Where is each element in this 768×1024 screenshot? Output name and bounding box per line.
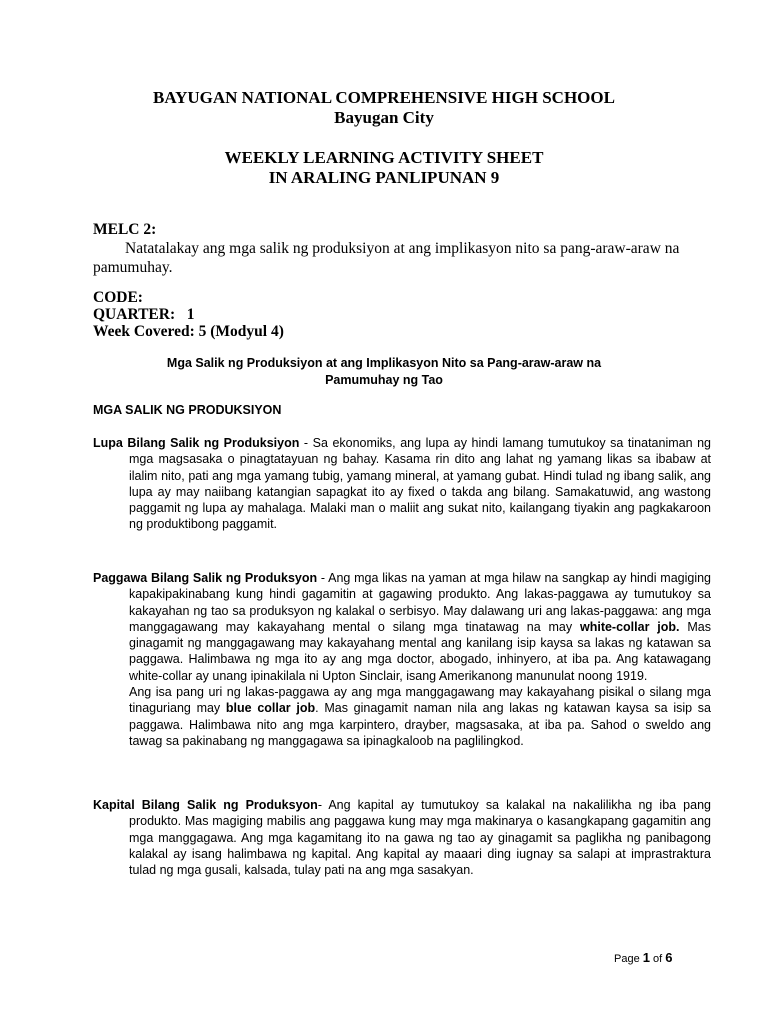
text-paggawa-b: Mas ginagamit ng manggagawang may kakayahang mental ang kanilang isip kaysa sa lakas ng katawan sa paggawa. Halimbawa ng mga ito ay ang mga doctor, abogado, inhinyero, at iba pa. Ang katawagang white-collar ay unang ipinakilala ni Upton Sinclair, isang Amerikanong manunulat noong 1919. bbox=[129, 619, 711, 683]
paragraph-kapital bbox=[93, 797, 711, 878]
school-header bbox=[0, 88, 768, 128]
blue-collar-term: blue collar job bbox=[225, 701, 316, 716]
page-footer bbox=[614, 950, 673, 965]
code-label: CODE: bbox=[93, 289, 143, 306]
lesson-title bbox=[0, 355, 768, 389]
meta-block bbox=[93, 289, 284, 340]
school-name: BAYUGAN NATIONAL COMPREHENSIVE HIGH SCHOOL bbox=[153, 88, 615, 107]
term-paggawa: Paggawa Bilang Salik ng Produksyon bbox=[93, 571, 318, 585]
text-paggawa-c: Ang isa pang uri ng lakas-paggawa ay ang mga manggagawang may kakayahang pisikal o silang mga tinaguriang may bbox=[129, 685, 711, 716]
of-word: of bbox=[649, 953, 666, 965]
text-lupa: - Sa ekonomiks, ang lupa ay hindi lamang tumutukoy sa tinataniman ng mga magsasaka o pinagtatayuan ng bahay. Kasama rin dito ang lahat ng yamang likas sa ibabaw at ilalim nito, pati ang mga yamang tubig, yamang mineral, at yamang gubat. Hindi tulad ng ibang salik, ang lupa ay may naiibang katangian sapagkat ito ay fixed o takda ang bilang. Samakatuwid, ang wastong paggamit ng lupa ay mahalaga. Malaki man o maliit ang sukat nito, kailangang tiyakin ang pagkakaroon ng produktibong paggamit. bbox=[129, 436, 711, 532]
paragraph-paggawa bbox=[93, 570, 711, 749]
sheet-title-line1: WEEKLY LEARNING ACTIVITY SHEET bbox=[224, 148, 544, 167]
quarter-label: QUARTER: 1 bbox=[93, 306, 195, 323]
lesson-title-line1: Mga Salik ng Produksiyon at ang Implikasyon Nito sa Pang-araw-araw na bbox=[166, 356, 602, 370]
page-number: 1 bbox=[642, 950, 650, 965]
school-city: Bayugan City bbox=[334, 108, 434, 127]
term-kapital: Kapital Bilang Salik ng Produksyon bbox=[93, 798, 318, 812]
paragraph-lupa bbox=[93, 435, 711, 533]
text-paggawa-d: . Mas ginagamit naman nila ang lakas ng katawan kaysa sa isip sa paggawa. Halimbawa nito ang mga karpintero, drayber, magsasaka, at iba pa. Sahod o sweldo ang tawag sa pakinabang ng manggagawa sa ipinagkaloob na paglilingkod. bbox=[129, 701, 711, 748]
melc-text: Natatalakay ang mga salik ng produksiyon at ang implikasyon nito sa pang-araw-araw na pamumuhay. bbox=[93, 240, 680, 276]
lesson-title-line2: Pamumuhay ng Tao bbox=[325, 373, 443, 387]
section-heading: MGA SALIK NG PRODUKSIYON bbox=[93, 403, 282, 417]
week-label: Week Covered: 5 (Modyul 4) bbox=[93, 323, 284, 340]
term-lupa: Lupa Bilang Salik ng Produksiyon bbox=[93, 436, 300, 450]
melc-label: MELC 2: bbox=[93, 221, 157, 238]
melc-block bbox=[93, 220, 693, 277]
page-word: Page bbox=[614, 953, 643, 965]
sheet-title-line2: IN ARALING PANLIPUNAN 9 bbox=[268, 168, 500, 187]
text-kapital: - Ang kapital ay tumutukoy sa kalakal na nakalilikha ng iba pang produkto. Mas magiging mabilis ang paggawa kung may mga makinarya o kasangkapang gagamitin ang mga manggagawa. Ang mga kagamitang ito na gawa ng tao ay ginagamit sa paglikha ng panibagong kalakal ay isang halimbawa ng kapital. Ang kapital ay maaari ding iugnay sa salapi at imprastraktura tulad ng mga gusali, kalsada, tulay pati na ang mga sasakyan. bbox=[129, 798, 711, 878]
text-paggawa-a: - Ang mga likas na yaman at mga hilaw na sangkap ay hindi magiging kapakipakinabang kung hindi gagamitin at gagawing produkto. Ang lakas-paggawa ay tumutukoy sa kakayahan ng tao sa produksyon ng kalakal o serbisyo. May dalawang uri ang lakas-paggawa: ang mga manggagawang may kakayahang mental o silang mga tinatawag na may bbox=[129, 571, 712, 634]
page-total: 6 bbox=[665, 950, 673, 965]
sheet-title bbox=[0, 148, 768, 188]
white-collar-term: white-collar job. bbox=[579, 619, 680, 634]
